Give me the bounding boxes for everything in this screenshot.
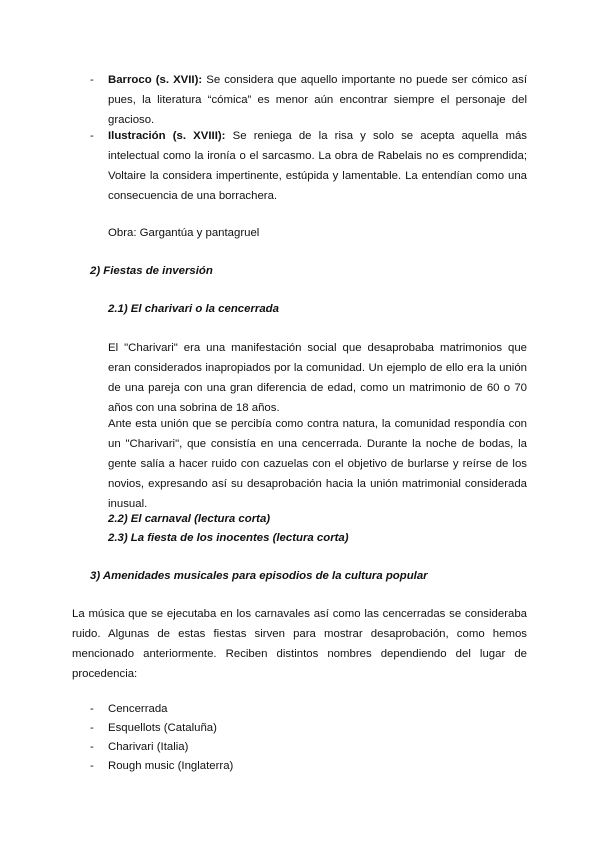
section-3-heading: 3) Amenidades musicales para episodios de la cultura popular — [90, 570, 428, 582]
list-bullet: - — [90, 74, 94, 86]
list-item: Rough music (Inglaterra) — [108, 760, 234, 772]
list-bullet: - — [90, 760, 94, 772]
ilustracion-paragraph — [108, 126, 527, 206]
obra-line: Obra: Gargantúa y pantagruel — [108, 227, 260, 239]
section-2-1-heading: 2.1) El charivari o la cencerrada — [108, 303, 279, 315]
list-item: Cencerrada — [108, 703, 168, 715]
charivari-paragraph-2: Ante esta unión que se percibía como contra natura, la comunidad respondía con un "Charivari", que consistía en una cencerrada. Durante la noche de bodas, la gente salía a hacer ruido con cazuelas con el objetivo de burlarse y reírse de los novios, expresando así su desaprobación hacia la unión matrimonial considerada inusual. — [108, 418, 527, 510]
list-item: Charivari (Italia) — [108, 741, 189, 753]
charivari-paragraph-1: El "Charivari" era una manifestación social que desaprobaba matrimonios que eran considerados inapropiados por la comunidad. Un ejemplo de ello era la unión de una pareja con una gran diferencia de edad, como un matrimonio de 60 o 70 años con una sobrina de 18 años. — [108, 342, 527, 414]
list-item: Esquellots (Cataluña) — [108, 722, 217, 734]
barroco-term: Barroco (s. XVII): — [108, 74, 203, 86]
list-bullet: - — [90, 703, 94, 715]
section-2-3-heading: 2.3) La fiesta de los inocentes (lectura corta) — [108, 532, 349, 544]
barroco-paragraph — [108, 70, 527, 130]
ilustracion-term: Ilustración (s. XVIII): — [108, 130, 226, 142]
section-2-heading: 2) Fiestas de inversión — [90, 265, 213, 277]
list-bullet: - — [90, 130, 94, 142]
section-3-paragraph: La música que se ejecutaba en los carnavales así como las cencerradas se consideraba ruido. Algunas de estas fiestas sirven para mostrar desaprobación, como hemos mencionado anteriormente. Reciben distintos nombres dependiendo del lugar de procedencia: — [72, 608, 527, 680]
ilustracion-text: Se reniega de la risa y solo se acepta aquella más intelectual como la ironía o el sarcasmo. La obra de Rabelais no es comprendida; Voltaire la considera impertinente, estúpida y lamentable. La entendían como una consecuencia de una borrachera. — [108, 130, 527, 202]
list-bullet: - — [90, 741, 94, 753]
barroco-text: Se considera que aquello importante no puede ser cómico así pues, la literatura “cómica” es menor aún encontrar siempre el personaje del gracioso. — [108, 74, 527, 126]
section-2-2-heading: 2.2) El carnaval (lectura corta) — [108, 513, 271, 525]
list-bullet: - — [90, 722, 94, 734]
